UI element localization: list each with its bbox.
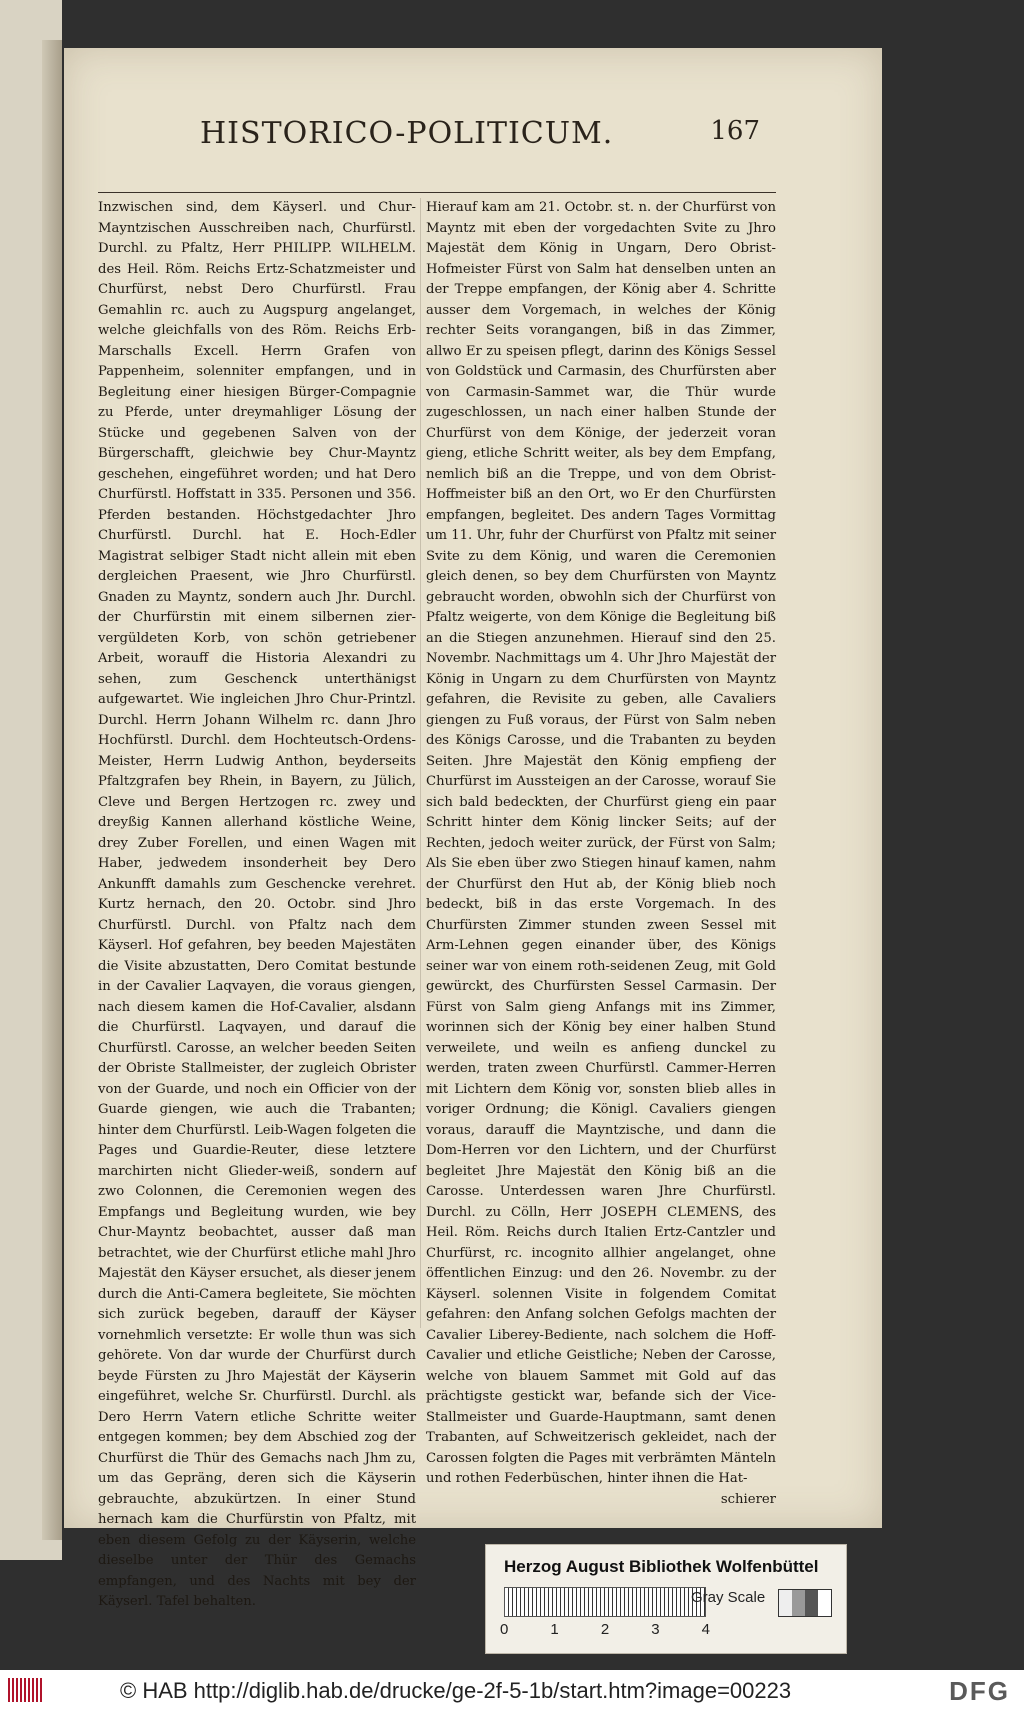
ruler-number: 4 xyxy=(701,1621,710,1638)
ruler-number: 0 xyxy=(500,1621,509,1638)
header-rule xyxy=(98,192,776,193)
library-name: Herzog August Bibliothek Wolfenbüttel xyxy=(504,1557,819,1576)
library-color-target xyxy=(485,1544,847,1654)
running-title: HISTORICO-POLITICUM. xyxy=(200,116,614,151)
right-column-text: Hierauf kam am 21. Octobr. st. n. der Churfürst von Mayntz mit eben der vorgedachten Svite zu Jhro Majestät dem König in Ungarn, Dero Obrist-Hofmeister Fürst von Salm hat denselben unten an der Treppe empfangen, der König aber 4. Schritte ausser dem Vorgemach, in welches der König rechter Seits vorangangen, biß in das Zimmer, allwo Er zu speisen pflegt, darinn des Königs Sessel von Goldstück und Carmasin, des Churfürsten aber von Carmasin-Sammet war, die Thür wurde zugeschlossen, un nach einer halben Stunde der Churfürst von dem Könige, der jederzeit voran gieng, etliche Schritt weiter, als bey dem Empfang, nemlich biß an die Treppe, und von dem Obrist-Hoffmeister biß an den Ort, wo Er den Churfürsten empfangen, begleitet. Des andern Tages Vormittag um 11. Uhr, fuhr der Churfürst von Pfaltz mit seiner Svite zu dem König, und waren die Ceremonien gleich denen, so bey dem Churfürsten von Mayntz gebraucht worden, obwohln sich der Churfürst von Pfaltz weigerte, von dem Könige die Begleitung biß an die Stiegen anzunehmen. Hierauf sind den 25. Novembr. Nachmittags um 4. Uhr Jhro Majestät der König in Ungarn zu dem Churfürsten von Mayntz gefahren, die Revisite zu geben, alle Cavaliers giengen zu Fuß voraus, der Fürst von Salm neben des Königs Carosse, und die Trabanten zu beyden Seiten. Jhre Majestät den König empfieng der Churfürst im Aussteigen an der Carosse, worauf Sie sich bald bedeckten, der Churfürst gieng ein paar Schritt hinter dem König lincker Seits; auf der Rechten, jedoch weiter zurück, der Fürst von Salm; Als Sie eben über zwo Stiegen hinauf kamen, nahm der Churfürst den Hut ab, der König blieb noch bedeckt, biß in das erste Vorgemach. In des Churfürsten Zimmer stunden zween Sessel mit Arm-Lehnen gegen einander über, des Königs seiner war von einem roth-seidenen Zeug, mit Gold gewürckt, des Churfürsten Sessel Carmasin. Der Fürst von Salm gieng Anfangs mit ins Zimmer, worinnen sich der König bey einer halben Stund verweilete, und weiln es anfieng dunckel zu werden, traten zween Churfürstl. Cammer-Herren mit Lichtern dem König vor, sonsten blieb alles in voriger Ordnung; die Königl. Cavaliers giengen voraus, darauff die Mayntzische, und dann die Dom-Herren vor den Lichtern, und der Churfürst begleitet Jhre Majestät den König biß an die Carosse. Unterdessen waren Jhre Churfürstl. Durchl. zu Cölln, Herr JOSEPH CLEMENS, des Heil. Röm. Reichs durch Italien Ertz-Cantzler und Churfürst, rc. incognito allhier angelanget, ohne öffentlichen Einzug: und den 26. Novembr. zu der Käyserl. solennen Visite in folgendem Comitat gefahren: den Anfang solchen Gefolgs machten der Cavalier Liberey-Bediente, nach solchem die Hoff-Cavalier und etliche Geistliche; Neben der Carosse, welche von blauem Sammet mit Gold auf das prächtigste gestickt war, befande sich der Vice-Stallmeister und Guarde-Hauptmann, samt denen Trabanten, auf Schweitzerisch gekleidet, nach der Carossen folgten die Pages mit verbrämten Mänteln und rothen Federbüschen, hinter ihnen die Hat- xyxy=(426,200,776,1486)
gray-scale-swatch xyxy=(778,1589,832,1617)
gray-scale-label: Gray Scale xyxy=(691,1589,766,1606)
viewer-footer xyxy=(0,1670,1024,1710)
page-header xyxy=(200,116,760,156)
copyright-url[interactable]: © HAB http://diglib.hab.de/drucke/ge-2f-5-1b/start.htm?image=00223 xyxy=(120,1678,792,1703)
ruler-numbers xyxy=(500,1621,710,1638)
column-divider xyxy=(420,198,421,1328)
page-number: 167 xyxy=(710,116,760,146)
ruler-number: 3 xyxy=(651,1621,660,1638)
ruler-scale xyxy=(504,1587,706,1617)
ruler-number: 2 xyxy=(600,1621,610,1638)
dfg-logo: DFG xyxy=(949,1676,1010,1706)
catchword: schierer xyxy=(720,1491,776,1507)
ruler-number: 1 xyxy=(550,1621,559,1638)
left-column-text: Inzwischen sind, dem Käyserl. und Chur-Mayntzischen Ausschreiben nach, Churfürstl. Durchl. zu Pfaltz, Herr PHILIPP. WILHELM. des Heil. Röm. Reichs Ertz-Schatzmeister und Churfürst, nebst Dero Churfürstl. Frau Gemahlin rc. auch zu Augspurg angelanget, welche gleichfalls von des Röm. Reichs Erb-Marschalls Excell. Herrn Grafen von Pappenheim, solenniter empfangen, und in Begleitung einer hiesigen Bürger-Compagnie zu Pferde, unter dreymahliger Lösung der Stücke und gegebenen Salven von der Bürgerschafft, gleichwie bey Chur-Mayntz geschehen, eingeführet worden; und hat Dero Churfürstl. Hoffstatt in 335. Personen und 356. Pferden bestanden. Höchstgedachter Jhro Churfürstl. Durchl. hat E. Hoch-Edler Magistrat selbiger Stadt nicht allein mit eben dergleichen Praesent, wie Jhro Churfürstl. Gnaden zu Mayntz, sondern auch Jhr. Durchl. der Churfürstin mit einem silbernen zier-vergüldeten Korb, von schön getriebener Arbeit, worauff die Historia Alexandri zu sehen, zum Geschenck unterthänigst aufgewartet. Wie ingleichen Jhro Chur-Printzl. Durchl. Herrn Johann Wilhelm rc. dann Jhro Hochfürstl. Durchl. dem Hochteutsch-Ordens-Meister, Herrn Ludwig Anthon, beyderseits Pfaltzgrafen bey Rhein, in Bayern, zu Jülich, Cleve und Bergen Hertzogen rc. zwey und dreyßig Kannen allerhand köstliche Weine, drey Zuber Forellen, und einen Wagen mit Haber, jedwedem insonderheit bey Dero Ankunfft damahls zum Geschencke verehret. Kurtz hernach, den 20. Octobr. sind Jhro Churfürstl. Durchl. von Pfaltz nach dem Käyserl. Hof gefahren, bey beeden Majestäten die Visite abzustatten, Dero Comitat bestunde in der Cavalier Laqvayen, die voraus giengen, nach diesem kamen die Hof-Cavalier, alsdann die Churfürstl. Laqvayen, und darauf die Churfürstl. Carosse, an welcher beeden Seiten der Obriste Stallmeister, der zugleich Obrister von der Guarde, und noch ein Officier von der Guarde giengen, wie auch die Trabanten; hinter dem Churfürstl. Leib-Wagen folgeten die Pages und Guardie-Reuter, diese letztere marchirten nicht Glieder-weiß, sondern auf zwo Colonnen, die Ceremonien wegen des Empfangs und Begleitung wurden, wie bey Chur-Mayntz beobachtet, ausser daß man betrachtet, wie der Churfürst etliche mahl Jhro Majestät den Käyser ersuchet, als dieser jenem durch die Anti-Camera begleitete, Sie möchten sich zurück begeben, darauff der Käyser vornehmlich versetzte: Er wolle thun was sich gehörete. Von dar wurde der Churfürst durch beyde Fürsten zu Jhro Majestät der Käyserin eingeführet, welche Sr. Churfürstl. Durchl. als Dero Herrn Vatern etliche Schritte weiter entgegen kommen; bey dem Abschied zog der Churfürst die Thür des Gemachs nach Jhm zu, um das Gepräng, deren sich die Käyserin gebrauchte, abzukürtzen. In einer Stund hernach kam die Churfürstin von Pfaltz, mit eben diesem Gefolg zu der Käyserin, welche dieselbe unter der Thür des Gemachs empfangen, und des Nachts mit bey der Käyserl. Tafel behalten. xyxy=(98,200,416,1609)
barcode-icon xyxy=(8,1678,44,1702)
page-gutter xyxy=(42,40,62,1540)
right-column xyxy=(426,198,776,1510)
